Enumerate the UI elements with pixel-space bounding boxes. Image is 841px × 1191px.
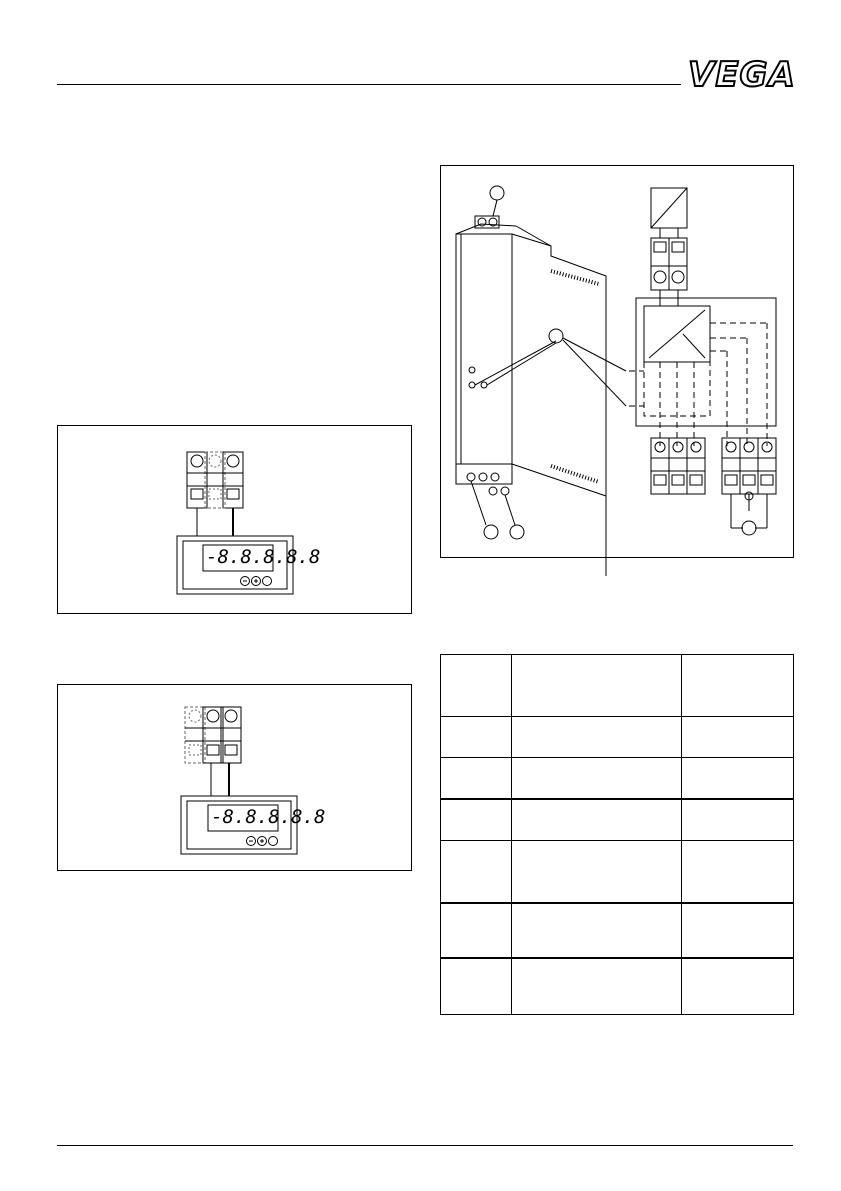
legend-table [440,654,794,1015]
wiring-diagram-2 [58,685,413,872]
wiring-diagram-1 [58,426,413,615]
vega-logo: VEGA [688,55,796,95]
wiring-figure-display-1 [57,425,412,614]
display-reading-2: -8.8.8.8.8 [211,806,326,828]
instrument-connection-figure [440,165,794,558]
table-row [441,757,794,798]
table-row [441,840,794,903]
instrument-diagram [441,166,795,559]
footer-rule [57,1145,793,1146]
table-row [441,903,794,958]
header-rule [57,84,681,85]
table-row [441,655,794,717]
table-row [441,799,794,840]
display-reading-1: -8.8.8.8.8 [206,546,321,568]
wiring-figure-display-2 [57,684,412,871]
table-row [441,716,794,757]
table-row [441,958,794,1015]
